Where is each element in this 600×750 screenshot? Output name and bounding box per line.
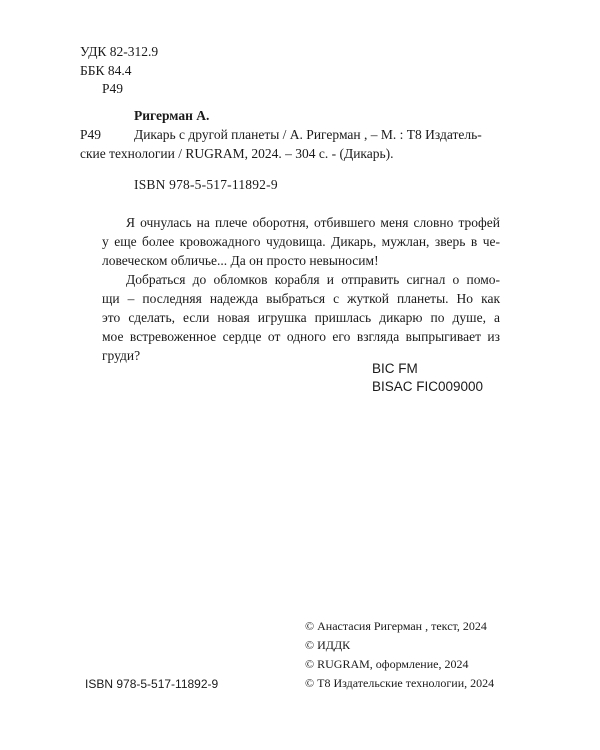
annotation-line: груди?: [102, 348, 141, 363]
annotation-paragraph-1: [102, 213, 500, 270]
annotation-paragraph-2: [102, 270, 500, 365]
annotation-line: ловеческом обличье... Да он просто невыносим!: [102, 253, 379, 268]
bibliography-code: Р49: [80, 127, 102, 142]
copyright-line: © RUGRAM, оформление, 2024: [305, 657, 469, 671]
annotation-line: у еще более кровожадного чудовища. Дикарь, мужлан, зверь в че-: [102, 234, 500, 249]
copyright-line: © ИДДК: [305, 638, 351, 652]
annotation-line: Добраться до обломков корабля и отправить сигнал о помо-: [126, 272, 500, 287]
copyright-line: © Анастасия Ригерман , текст, 2024: [305, 619, 487, 633]
bibliography-description-line1: Дикарь с другой планеты / А. Ригерман , – М. : Т8 Издатель-: [134, 127, 482, 142]
annotation-line: щи – последняя надежда выбраться с жуткой планеты. Но как: [102, 291, 500, 306]
isbn-main: ISBN 978-5-517-11892-9: [134, 177, 278, 192]
bisac-code: BISAC FIC009000: [372, 379, 484, 394]
bibliography-description-line2: ские технологии / RUGRAM, 2024. – 304 с. - (Дикарь).: [80, 146, 394, 161]
udk-code: УДК 82-312.9: [80, 44, 159, 59]
bbk-code: ББК 84.4: [80, 63, 132, 78]
bic-code: BIC FM: [372, 361, 418, 376]
copyright-list: [305, 617, 494, 693]
isbn-footer: ISBN 978-5-517-11892-9: [85, 677, 219, 691]
author-name: Ригерман А.: [134, 108, 210, 123]
author-code: Р49: [102, 81, 124, 96]
annotation-line: это сделать, если новая игрушка пришлась дикарю по душе, а: [102, 310, 500, 325]
annotation-line: Я очнулась на плече оборотня, отбившего меня словно трофей: [126, 215, 500, 230]
annotation-line: мое встревоженное сердце от одного его взгляда выпрыгивает из: [102, 329, 500, 344]
copyright-line: © Т8 Издательские технологии, 2024: [305, 676, 495, 690]
